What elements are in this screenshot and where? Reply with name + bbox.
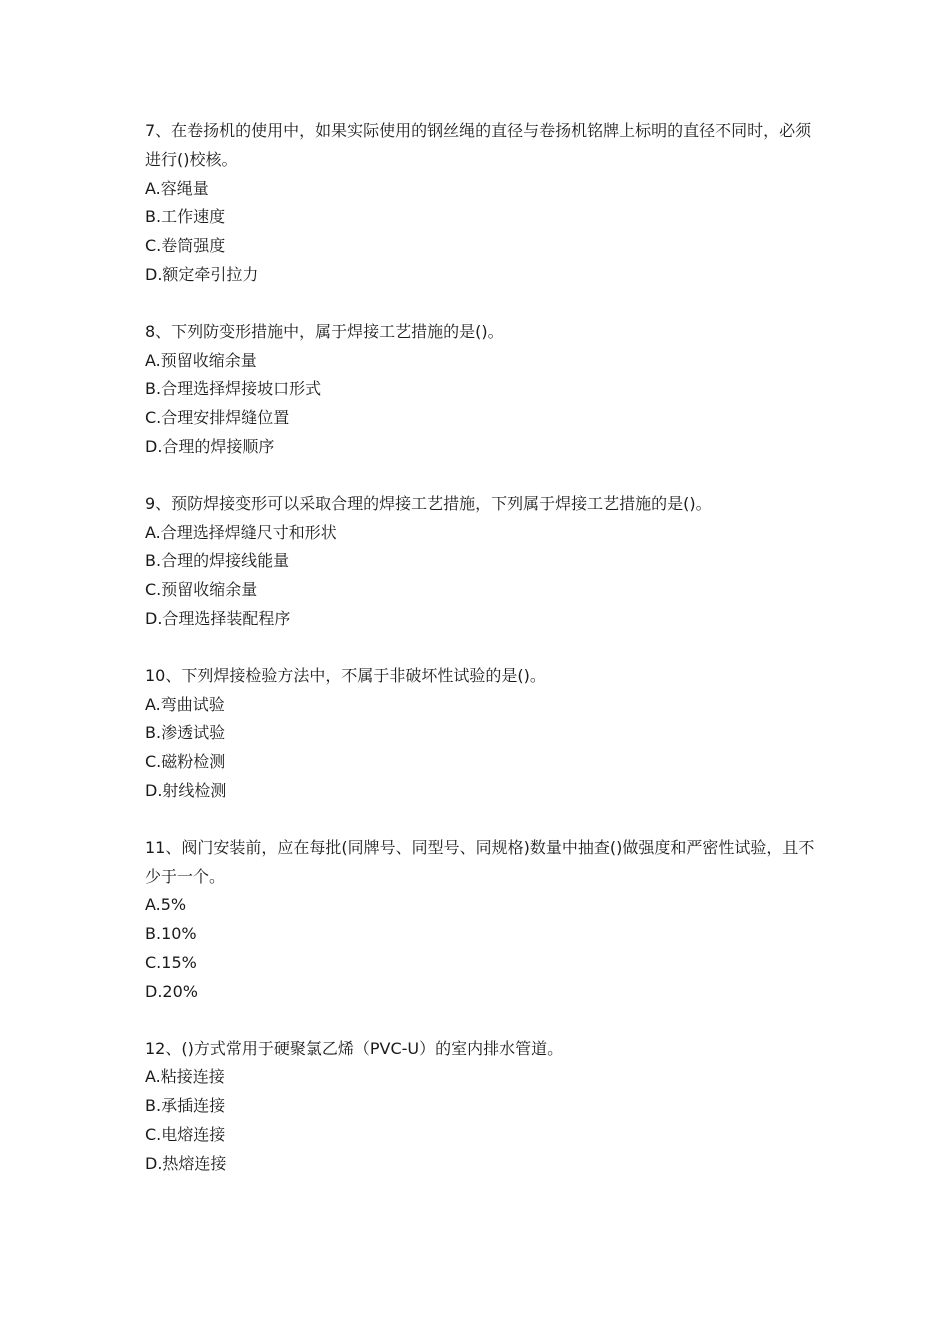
question-stem: 8、下列防变形措施中，属于焊接工艺措施的是()。 bbox=[145, 321, 504, 341]
option-a: A.容绳量 bbox=[145, 178, 209, 198]
option-a: A.粘接连接 bbox=[145, 1067, 225, 1087]
question-stem: 12、()方式常用于硬聚氯乙烯（PVC-U）的室内排水管道。 bbox=[145, 1038, 564, 1058]
option-d: D.20% bbox=[145, 981, 198, 1001]
option-a: A.预留收缩余量 bbox=[145, 350, 257, 370]
option-c: C.磁粉检测 bbox=[145, 752, 226, 772]
option-c: C.15% bbox=[145, 952, 197, 972]
option-b: B.合理选择焊接坡口形式 bbox=[145, 379, 322, 399]
question-list bbox=[145, 117, 815, 1207]
option-d: D.合理选择装配程序 bbox=[145, 608, 291, 628]
option-c: C.电熔连接 bbox=[145, 1124, 226, 1144]
question-11 bbox=[145, 834, 815, 1007]
option-d: D.射线检测 bbox=[145, 780, 227, 800]
option-b: B.工作速度 bbox=[145, 207, 226, 227]
question-7 bbox=[145, 117, 815, 290]
option-d: D.热熔连接 bbox=[145, 1153, 227, 1173]
option-b: B.10% bbox=[145, 924, 197, 944]
option-c: C.卷筒强度 bbox=[145, 236, 226, 256]
option-c: C.合理安排焊缝位置 bbox=[145, 408, 290, 428]
option-b: B.渗透试验 bbox=[145, 723, 226, 743]
option-a: A.5% bbox=[145, 895, 187, 915]
option-a: A.合理选择焊缝尺寸和形状 bbox=[145, 522, 337, 542]
option-b: B.合理的焊接线能量 bbox=[145, 551, 290, 571]
option-a: A.弯曲试验 bbox=[145, 694, 225, 714]
option-c: C.预留收缩余量 bbox=[145, 580, 258, 600]
option-b: B.承插连接 bbox=[145, 1096, 226, 1116]
question-12 bbox=[145, 1035, 815, 1179]
question-stem: 10、下列焊接检验方法中，不属于非破坏性试验的是()。 bbox=[145, 665, 546, 685]
question-10 bbox=[145, 662, 815, 806]
question-stem: 9、预防焊接变形可以采取合理的焊接工艺措施，下列属于焊接工艺措施的是()。 bbox=[145, 493, 712, 513]
question-8 bbox=[145, 318, 815, 462]
question-stem: 7、在卷扬机的使用中，如果实际使用的钢丝绳的直径与卷扬机铭牌上标明的直径不同时，必须进行()校核。 bbox=[145, 121, 812, 169]
option-d: D.合理的焊接顺序 bbox=[145, 436, 275, 456]
question-stem: 11、阀门安装前，应在每批(同牌号、同型号、同规格)数量中抽查()做强度和严密性试验，且不少于一个。 bbox=[145, 837, 815, 886]
option-d: D.额定牵引拉力 bbox=[145, 264, 259, 284]
question-9 bbox=[145, 490, 815, 634]
